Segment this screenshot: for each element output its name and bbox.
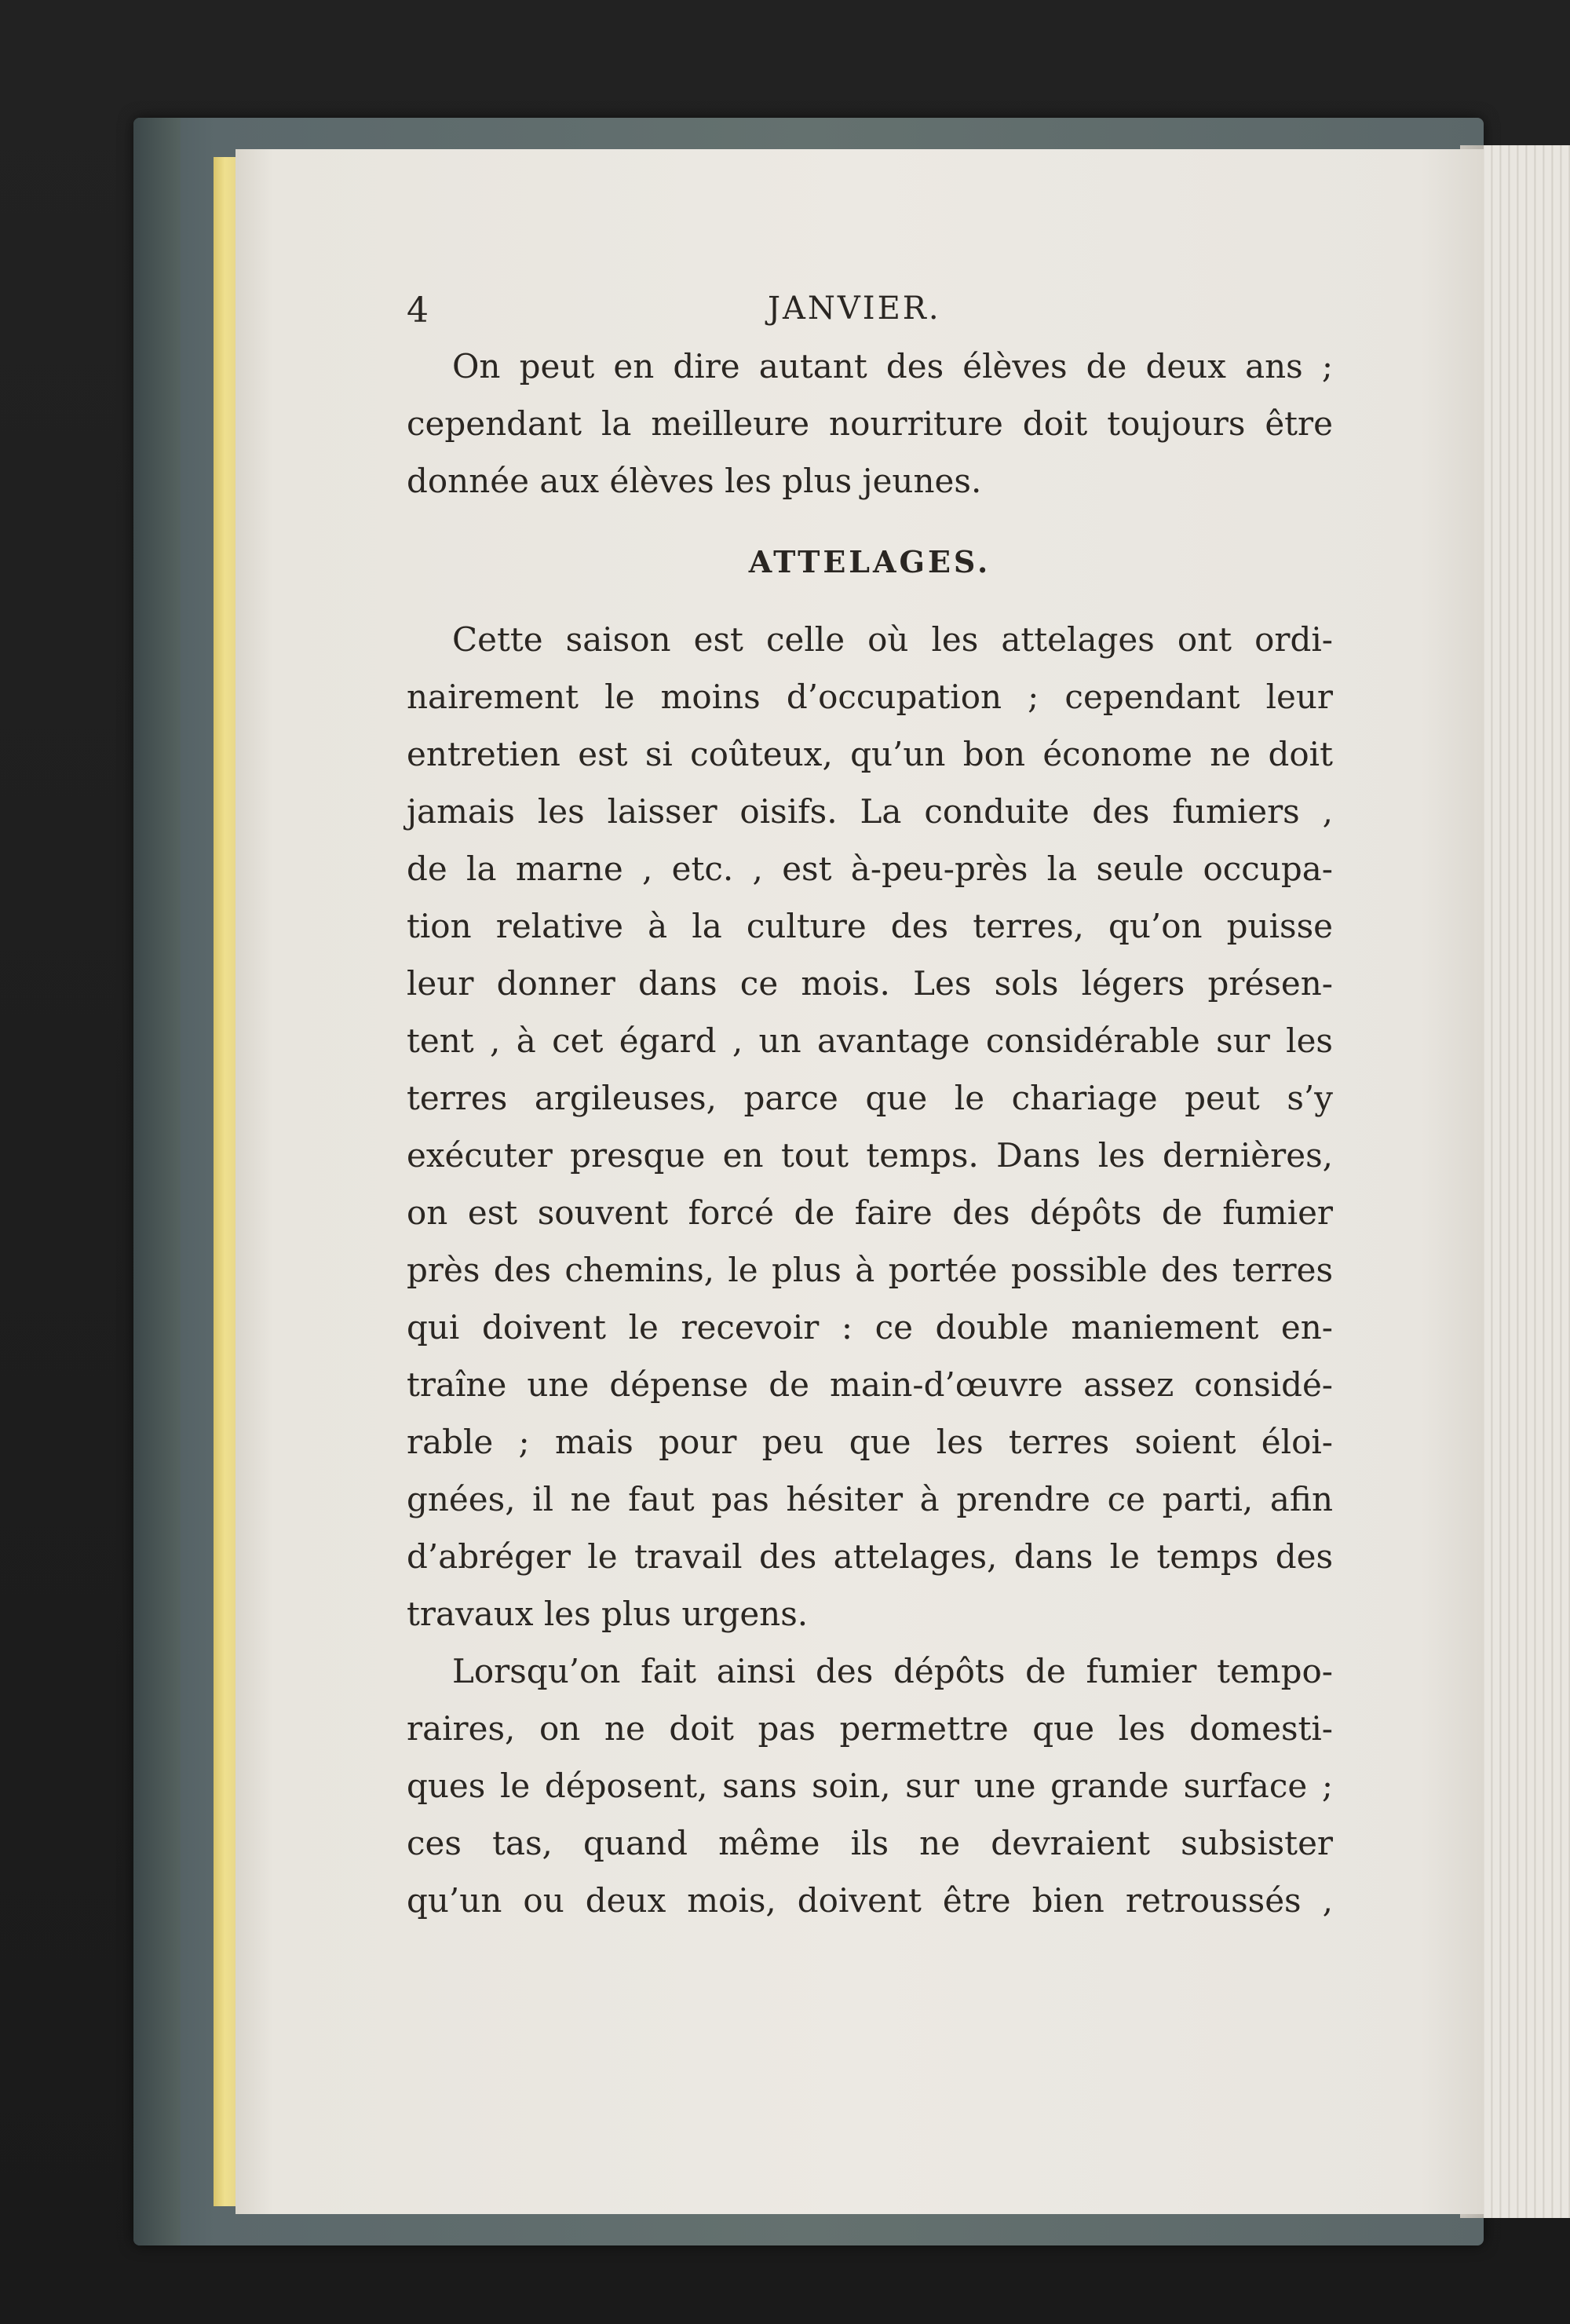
text-line: traîne une dépense de main-d’œuvre assez considé- <box>407 1365 1333 1404</box>
text-line: qu’un ou deux mois, doivent être bien retroussés , <box>407 1881 1333 1920</box>
page-text <box>407 290 1333 1929</box>
text-line: Cette saison est celle où les attelages ont ordi- <box>452 620 1333 659</box>
text-line: on est souvent forcé de faire des dépôts de fumier <box>407 1193 1333 1232</box>
text-line: On peut en dire autant des élèves de deux ans ; <box>452 347 1333 386</box>
text-line: leur donner dans ce mois. Les sols légers présen- <box>407 964 1333 1003</box>
text-line: donnée aux élèves les plus jeunes. <box>407 462 982 500</box>
text-line: tent , à cet égard , un avantage considérable sur les <box>407 1021 1333 1060</box>
section-heading: ATTELAGES. <box>748 544 991 579</box>
text-line: qui doivent le recevoir : ce double maniement en- <box>407 1308 1333 1347</box>
text-line: gnées, il ne faut pas hésiter à prendre ce parti, afin <box>407 1480 1333 1518</box>
text-line: près des chemins, le plus à portée possible des terres <box>407 1251 1333 1289</box>
text-line: rable ; mais pour peu que les terres soient éloi- <box>407 1423 1333 1461</box>
text-line: jamais les laisser oisifs. La conduite des fumiers , <box>407 792 1333 831</box>
text-line: terres argileuses, parce que le chariage peut s’y <box>407 1079 1333 1117</box>
text-line: travaux les plus urgens. <box>407 1595 809 1633</box>
text-line: cependant la meilleure nourriture doit toujours être <box>407 404 1333 443</box>
text-line: nairement le moins d’occupation ; cependant leur <box>407 678 1333 716</box>
text-line: exécuter presque en tout temps. Dans les dernières, <box>407 1136 1333 1175</box>
paragraph-intro <box>407 338 1333 510</box>
paragraph-depots <box>407 1643 1333 1929</box>
text-line: tion relative à la culture des terres, qu’on puisse <box>407 907 1333 945</box>
page-number: 4 <box>407 290 430 331</box>
running-head <box>407 290 1333 338</box>
right-page-leaves <box>1476 145 1570 2218</box>
running-head-title: JANVIER. <box>768 290 941 327</box>
paragraph-attelages <box>407 611 1333 1643</box>
text-line: entretien est si coûteux, qu’un bon économe ne doit <box>407 735 1333 773</box>
text-line: de la marne , etc. , est à-peu-près la seule occupa- <box>407 850 1333 888</box>
text-line: raires, on ne doit pas permettre que les domesti- <box>407 1709 1333 1748</box>
cover-edge <box>133 118 181 2245</box>
text-line: Lorsqu’on fait ainsi des dépôts de fumier tempo- <box>452 1652 1333 1690</box>
text-line: ces tas, quand même ils ne devraient subsister <box>407 1824 1333 1862</box>
text-line: d’abréger le travail des attelages, dans le temps des <box>407 1537 1333 1576</box>
text-line: ques le déposent, sans soin, sur une grande surface ; <box>407 1767 1333 1805</box>
